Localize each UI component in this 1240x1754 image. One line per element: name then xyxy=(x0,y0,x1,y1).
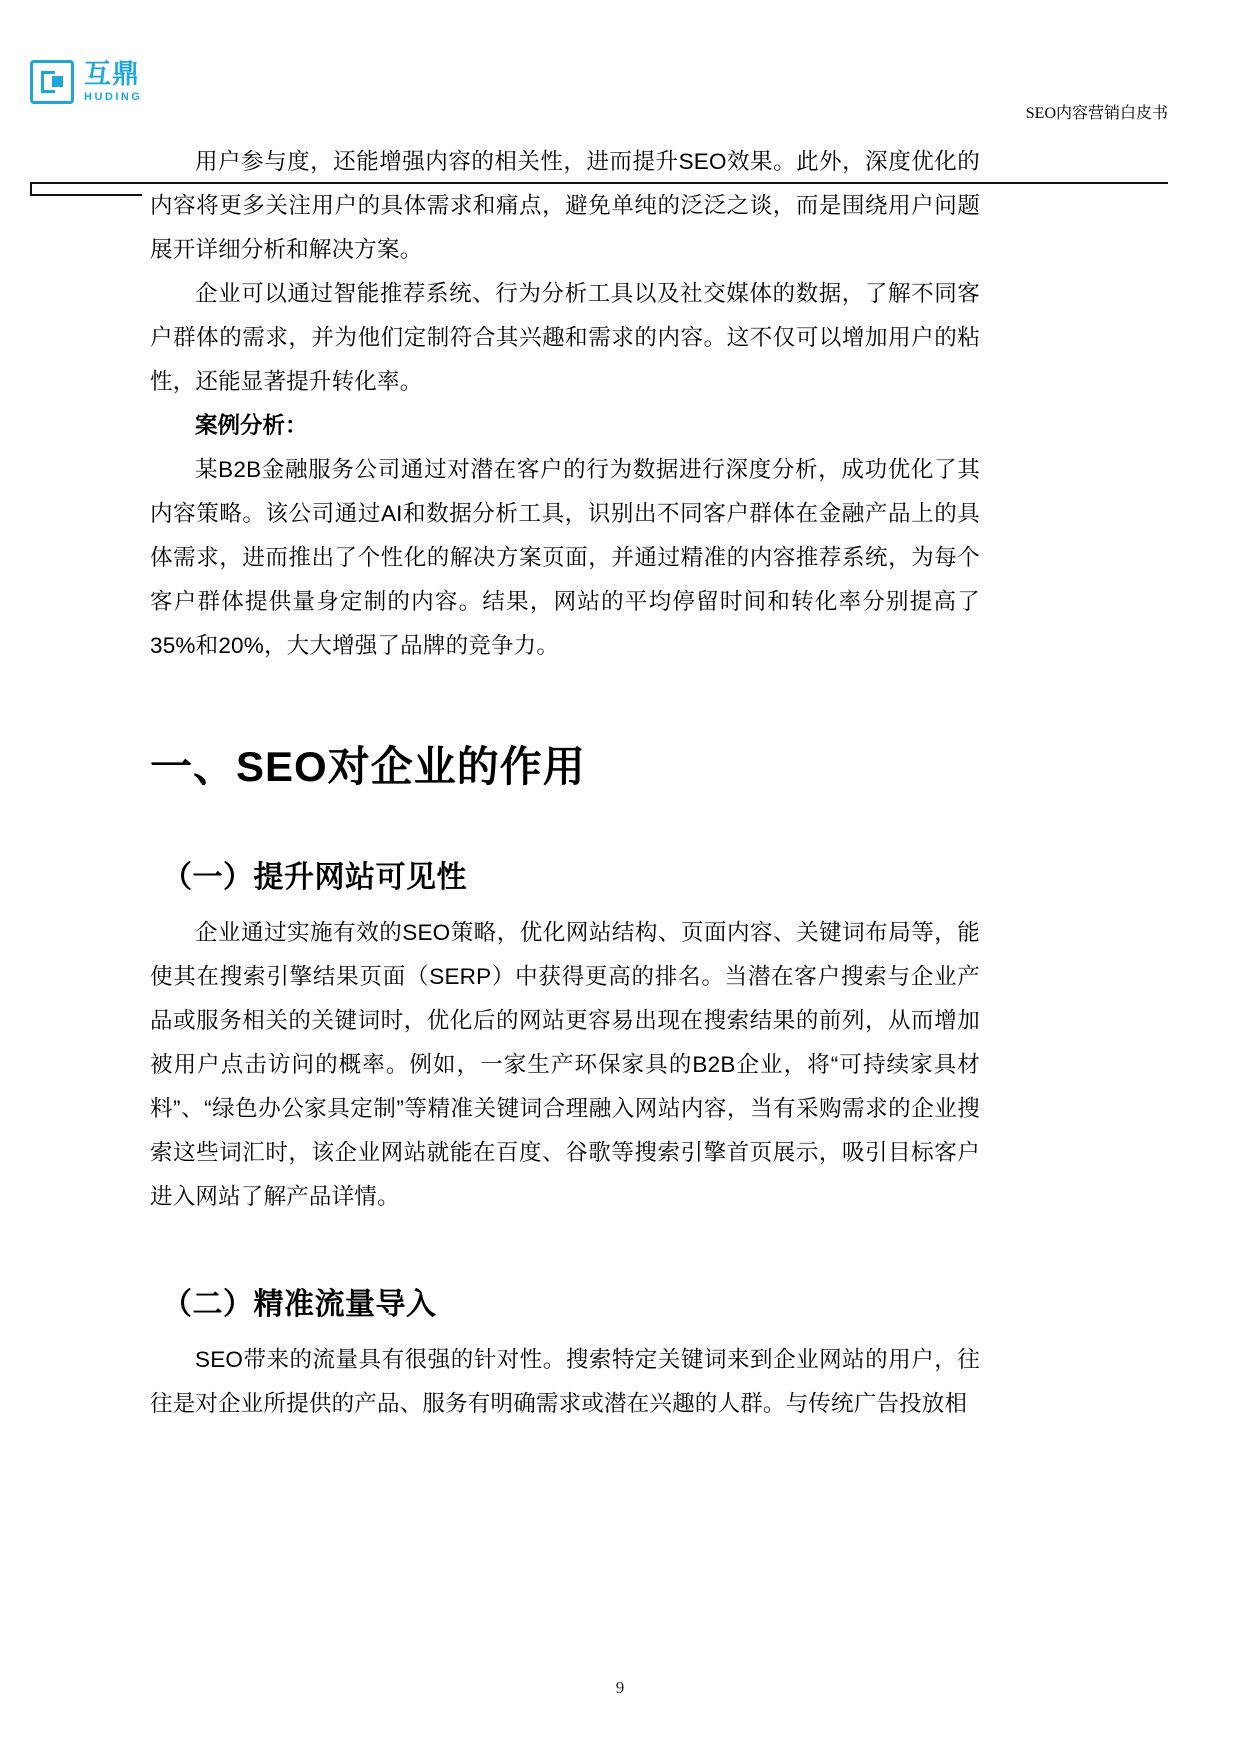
brand-logo-text xyxy=(84,61,142,103)
paragraph-traffic: SEO带来的流量具有很强的针对性。搜索特定关键词来到企业网站的用户，往往是对企业所提供的产品、服务有明确需求或潜在兴趣的人群。与传统广告投放相 xyxy=(150,1347,980,1417)
page-number: 9 xyxy=(615,1678,625,1697)
spacer xyxy=(150,1324,980,1338)
page-header xyxy=(0,60,1240,132)
case-study-label: 案例分析： xyxy=(195,413,308,438)
document-title: SEO内容营销白皮书 xyxy=(1025,105,1168,122)
paragraph-continuation: 用户参与度，还能增强内容的相关性，进而提升SEO效果。此外，深度优化的内容将更多关注用户的具体需求和痛点，避免单纯的泛泛之谈，而是围绕用户问题展开详细分析和解决方案。 xyxy=(150,149,980,262)
brand-logo xyxy=(30,60,142,104)
section-heading-traffic: （二）精准流量导入 xyxy=(162,1288,437,1322)
header-divider-accent xyxy=(30,182,142,196)
paragraph-case-study: 某B2B金融服务公司通过对潜在客户的行为数据进行深度分析，成功优化了其内容策略。该公司通过AI和数据分析工具，识别出不同客户群体在金融产品上的具体需求，进而推出了个性化的解决方案页面，并通过精准的内容推荐系统，为每个客户群体提供量身定制的内容。结果，网站的平均停留时间和转化率分别提高了35%和20%，大大增强了品牌的竞争力。 xyxy=(150,457,980,658)
page-content xyxy=(150,140,980,1426)
section-heading-visibility: （一）提升网站可见性 xyxy=(162,861,467,895)
paragraph-personalization: 企业可以通过智能推荐系统、行为分析工具以及社交媒体的数据，了解不同客户群体的需求，并为他们定制符合其兴趣和需求的内容。这不仅可以增加用户的粘性，还能显著提升转化率。 xyxy=(150,281,980,394)
paragraph-visibility: 企业通过实施有效的SEO策略，优化网站结构、页面内容、关键词布局等，能使其在搜索引擎结果页面（SERP）中获得更高的排名。当潜在客户搜索与企业产品或服务相关的关键词时，优化后的网站更容易出现在搜索结果的前列，从而增加被用户点击访问的概率。例如，一家生产环保家具的B2B企业，将“可持续家具材料”、“绿色办公家具定制”等精准关键词合理融入网站内容，当有采购需求的企业搜索这些词汇时，该企业网站就能在百度、谷歌等搜索引擎首页展示，吸引目标客户进入网站了解产品详情。 xyxy=(150,920,980,1210)
spacer xyxy=(150,897,980,911)
huding-logo-icon xyxy=(30,60,74,104)
brand-name-cn: 互鼎 xyxy=(84,59,140,89)
chapter-heading: 一、SEO对企业的作用 xyxy=(150,743,586,790)
brand-name-en: HUDING xyxy=(84,91,143,103)
